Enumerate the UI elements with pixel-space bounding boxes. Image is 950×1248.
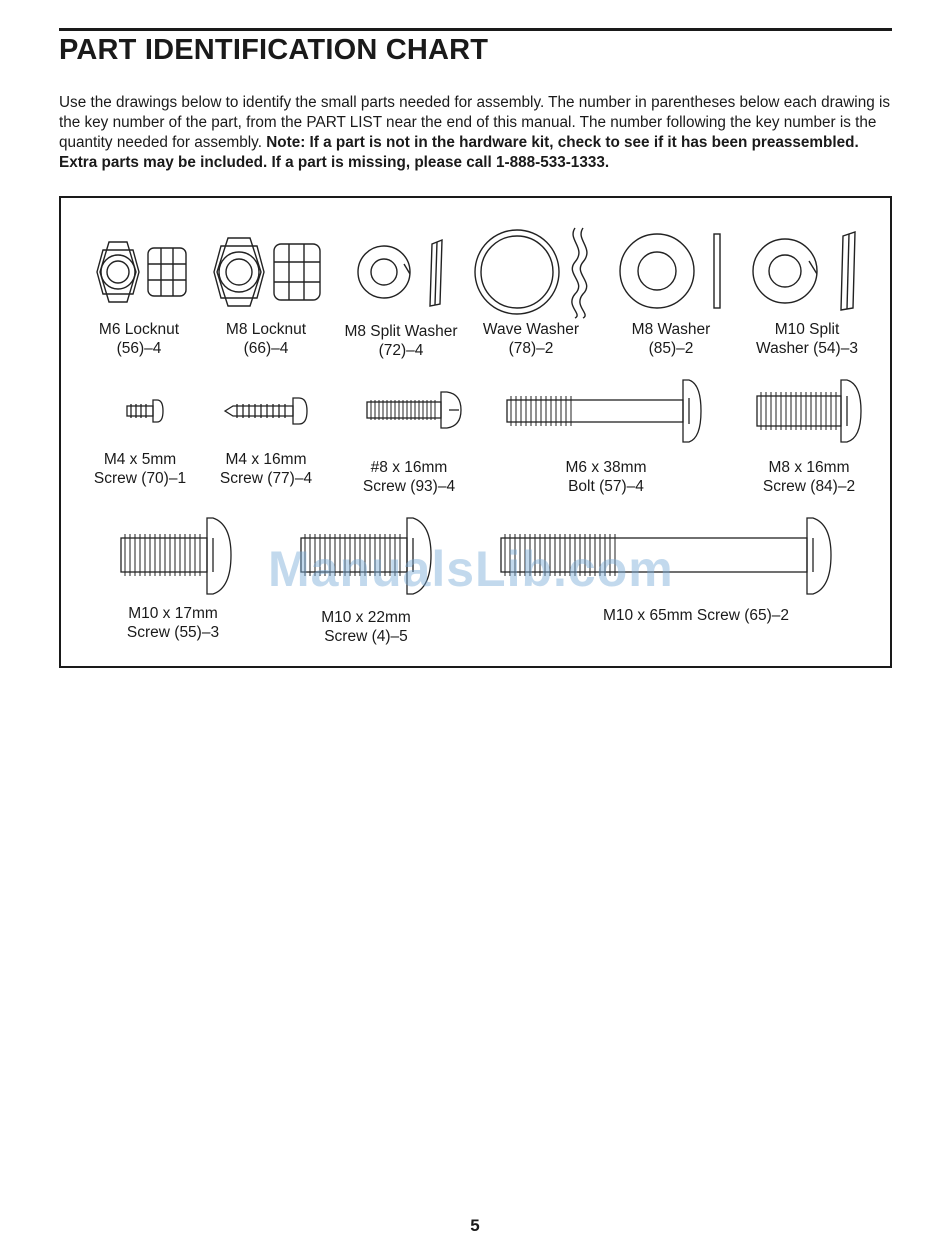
- bolt-icon: [503, 378, 703, 444]
- m6-locknut-drawing: [91, 236, 191, 308]
- intro-text: Use the drawings below to identify the small parts needed for assembly. The number in parentheses below each drawing is the key number of the part, from the PART LIST near the end of this manual. The number following the key number is the quantity needed for assembly.: [59, 94, 891, 151]
- no8x16-screw-label: #8 x 16mm Screw (93)–4: [362, 459, 456, 495]
- screw-icon: [123, 394, 167, 428]
- m10x17-screw-drawing: [117, 516, 237, 596]
- screw-icon: [221, 394, 311, 428]
- m6x38-bolt-label: M6 x 38mm Bolt (57)–4: [565, 459, 647, 495]
- no8x16-screw-drawing: [361, 388, 471, 432]
- m10-split-washer-drawing: [749, 230, 865, 312]
- m4x5-screw-label: M4 x 5mm Screw (70)–1: [93, 451, 187, 487]
- intro-note: Note: If a part is not in the hardware kit, check to see if it has been preassembled. Extra parts may be included. If a part is missing, please call 1-888-533-1333.: [59, 134, 859, 171]
- m4x16-screw-label: M4 x 16mm Screw (77)–4: [219, 451, 313, 487]
- m10x22-screw-label: M10 x 22mm Screw (4)–5: [321, 609, 411, 645]
- m8-washer-drawing: [617, 228, 727, 314]
- split-washer-icon: [354, 234, 452, 310]
- m10x17-screw-label: M10 x 17mm Screw (55)–3: [126, 605, 220, 641]
- split-washer-icon: [749, 230, 865, 312]
- m6x38-bolt-drawing: [503, 378, 703, 444]
- wave-washer-label: Wave Washer (78)–2: [482, 321, 580, 357]
- m8-locknut-drawing: [208, 234, 324, 310]
- wave-washer-icon: [471, 222, 601, 322]
- m8-washer-label: M8 Washer (85)–2: [631, 321, 711, 357]
- m10x65-screw-label: M10 x 65mm Screw (65)–2: [602, 607, 790, 624]
- m6-locknut-label: M6 Locknut (56)–4: [98, 321, 180, 357]
- locknut-icon: [208, 234, 324, 310]
- intro-paragraph: [59, 93, 894, 173]
- screw-icon: [117, 516, 237, 596]
- m4x16-screw-drawing: [221, 394, 311, 428]
- watermark: ManualsLib.com: [268, 541, 674, 597]
- top-rule: [59, 28, 892, 31]
- washer-icon: [617, 228, 727, 314]
- m8-split-washer-drawing: [354, 234, 452, 310]
- page-title: PART IDENTIFICATION CHART: [59, 34, 489, 66]
- m10-split-washer-label: M10 Split Washer (54)–3: [756, 321, 858, 357]
- screw-icon: [361, 388, 471, 432]
- m8x16-screw-drawing: [753, 378, 863, 444]
- m4x5-screw-drawing: [123, 394, 167, 428]
- m8-split-washer-label: M8 Split Washer (72)–4: [344, 323, 458, 359]
- page-number: 5: [470, 1216, 480, 1235]
- wave-washer-drawing: [471, 222, 601, 322]
- locknut-icon: [91, 236, 191, 308]
- m8x16-screw-label: M8 x 16mm Screw (84)–2: [762, 459, 856, 495]
- screw-icon: [753, 378, 863, 444]
- m8-locknut-label: M8 Locknut (66)–4: [225, 321, 307, 357]
